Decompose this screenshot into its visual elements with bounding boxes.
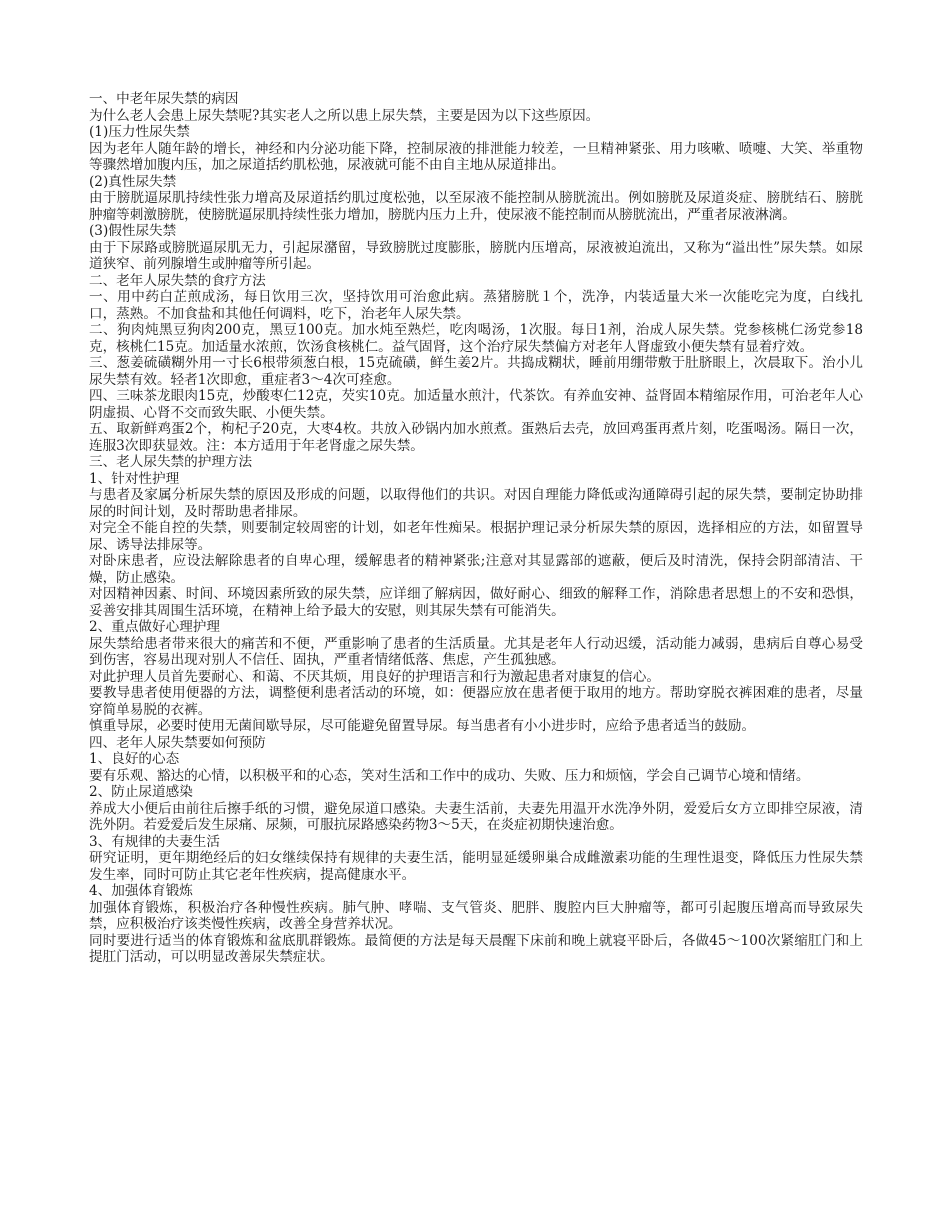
subheading: 2、重点做好心理护理: [89, 619, 220, 635]
subheading: 4、加强体育锻炼: [89, 883, 193, 899]
paragraph: 由于下尿路或膀胱逼尿肌无力，引起尿潴留，导致膀胱过度膨胀，膀胱内压增高，尿液被迫流出，又称为“溢出性”尿失禁。如尿道狭窄、前列腺增生或肿瘤等所引起。: [89, 239, 863, 272]
paragraph: 对完全不能自控的失禁，则要制定较周密的计划，如老年性痴呆。根据护理记录分析尿失禁的原因，选择相应的方法，如留置导尿、诱导法排尿等。: [89, 520, 863, 553]
paragraph: 五、取新鲜鸡蛋2个，枸杞子20克，大枣4枚。共放入砂锅内加水煎煮。蛋熟后去壳，放回鸡蛋再煮片刻，吃蛋喝汤。隔日一次，连服3次即获显效。注：本方适用于年老肾虚之尿失禁。: [89, 421, 863, 454]
paragraph: 尿失禁给患者带来很大的痛苦和不便，严重影响了患者的生活质量。尤其是老年人行动迟缓，活动能力减弱，患病后自尊心易受到伤害，容易出现对别人不信任、固执，严重者情绪低落、焦虑，产生孤独感。: [89, 635, 863, 668]
section-heading: 一、中老年尿失禁的病因: [89, 91, 239, 107]
section-heading: 三、老人尿失禁的护理方法: [89, 454, 253, 470]
paragraph: 同时要进行适当的体育锻炼和盆底肌群锻炼。最简便的方法是每天晨醒下床前和晚上就寝平卧后，各做45～100次紧缩肛门和上提肛门活动，可以明显改善尿失禁症状。: [89, 932, 863, 965]
subheading: (1)压力性尿失禁: [89, 124, 190, 140]
paragraph: 研究证明，更年期绝经后的妇女继续保持有规律的夫妻生活，能明显延缓卵巢合成雌激素功能的生理性退变，降低压力性尿失禁发生率，同时可防止其它老年性疾病，提高健康水平。: [89, 850, 863, 883]
paragraph: 养成大小便后由前往后擦手纸的习惯，避免尿道口感染。夫妻生活前，夫妻先用温开水洗净外阴，爱爱后女方立即排空尿液，清洗外阴。若爱爱后发生尿痛、尿频，可服抗尿路感染药物3～5天，在炎症初期快速治愈。: [89, 800, 863, 833]
subheading: (2)真性尿失禁: [89, 173, 177, 190]
paragraph: 二、狗肉炖黑豆狗肉200克，黑豆100克。加水炖至熟烂，吃肉喝汤，1次服。每日1剂，治成人尿失禁。党参核桃仁汤党参18克，核桃仁15克。加适量水浓煎，饮汤食核桃仁。益气固肾，这个治疗尿失禁偏方对老年人肾虚致小便失禁有显着疗效。: [89, 322, 863, 355]
subheading: 1、良好的心态: [89, 751, 180, 767]
subheading: 3、有规律的夫妻生活: [89, 833, 220, 850]
paragraph: 与患者及家属分析尿失禁的原因及形成的问题，以取得他们的共识。对因自理能力降低或沟通障碍引起的尿失禁，要制定协助排尿的时间计划，及时帮助患者排尿。: [89, 487, 863, 520]
section-heading: 四、老年人尿失禁要如何预防: [89, 734, 266, 751]
section-heading: 二、老年人尿失禁的食疗方法: [89, 272, 266, 289]
paragraph: 要教导患者使用便器的方法，调整便利患者活动的环境，如：便器应放在患者便于取用的地方。帮助穿脱衣裤困难的患者，尽量穿简单易脱的衣裤。: [89, 685, 863, 718]
subheading: (3)假性尿失禁: [89, 223, 177, 239]
paragraph: 要有乐观、豁达的心情，以积极平和的心态，笑对生活和工作中的成功、失败、压力和烦恼，学会自己调节心境和情绪。: [89, 767, 810, 784]
paragraph: 对此护理人员首先要耐心、和蔼、不厌其烦，用良好的护理语言和行为激起患者对康复的信心。: [89, 668, 660, 685]
document-body: [89, 91, 863, 966]
paragraph: 由于膀胱逼尿肌持续性张力增高及尿道括约肌过度松弛，以至尿液不能控制从膀胱流出。例如膀胱及尿道炎症、膀胱结石、膀胱肿瘤等刺激膀胱，使膀胱逼尿肌持续性张力增加，膀胱内压力上升，使尿液不能控制而从膀胱流出，严重者尿液淋漓。: [89, 190, 863, 223]
paragraph: 对卧床患者，应设法解除患者的自卑心理，缓解患者的精神紧张;注意对其显露部的遮蔽，便后及时清洗，保持会阴部清洁、干燥，防止感染。: [89, 553, 863, 586]
paragraph: 四、三味茶龙眼肉15克，炒酸枣仁12克，芡实10克。加适量水煎汁，代茶饮。有养血安神、益肾固本精缩尿作用，可治老年人心阴虚损、心肾不交而致失眠、小便失禁。: [89, 388, 863, 421]
subheading: 2、防止尿道感染: [89, 784, 193, 800]
subheading: 1、针对性护理: [89, 470, 180, 487]
paragraph: 为什么老人会患上尿失禁呢?其实老人之所以患上尿失禁，主要是因为以下这些原因。: [89, 107, 600, 124]
paragraph: 一、用中药白芷煎成汤，每日饮用三次，坚持饮用可治愈此病。蒸猪膀胱１个，洗净，内装适量大米一次能吃完为度，白线扎口，蒸熟。不加食盐和其他任何调料，吃下，治老年人尿失禁。: [89, 289, 863, 322]
paragraph: 对因精神因素、时间、环境因素所致的尿失禁，应详细了解病因，做好耐心、细致的解释工作，消除患者思想上的不安和恐惧，妥善安排其周围生活环境，在精神上给予最大的安慰，则其尿失禁有可能消失。: [89, 586, 863, 619]
paragraph: 三、葱姜硫磺糊外用一寸长6根带须葱白根，15克硫磺，鲜生姜2片。共捣成糊状，睡前用绷带敷于肚脐眼上，次晨取下。治小儿尿失禁有效。轻者1次即愈，重症者3～4次可痊愈。: [89, 355, 863, 388]
paragraph: 因为老年人随年龄的增长，神经和内分泌功能下降，控制尿液的排泄能力较差，一旦精神紧张、用力咳嗽、喷嚏、大笑、举重物等骤然增加腹内压，加之尿道括约肌松弛，尿液就可能不由自主地从尿道排出。: [89, 140, 863, 173]
paragraph: 慎重导尿，必要时使用无菌间歇导尿，尽可能避免留置导尿。每当患者有小小进步时，应给予患者适当的鼓励。: [89, 718, 756, 734]
paragraph: 加强体育锻炼，积极治疗各种慢性疾病。肺气肿、哮喘、支气管炎、肥胖、腹腔内巨大肿瘤等，都可引起腹压增高而导致尿失禁，应积极治疗该类慢性疾病，改善全身营养状况。: [89, 899, 863, 932]
